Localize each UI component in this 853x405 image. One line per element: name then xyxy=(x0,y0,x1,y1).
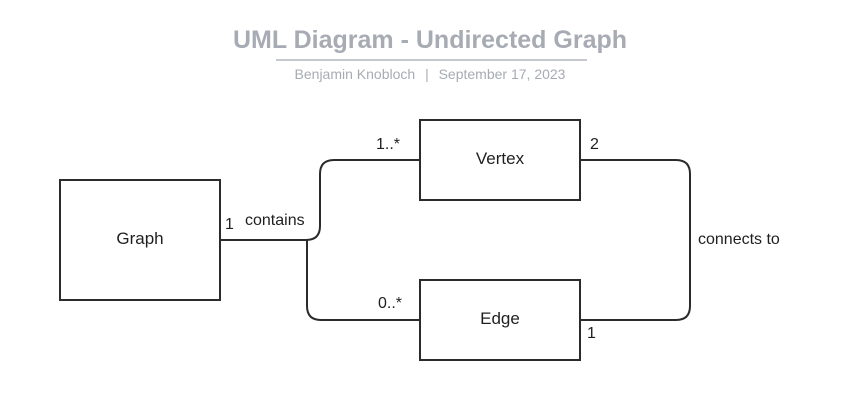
vertex-contains-multiplicity: 1..* xyxy=(376,136,401,153)
class-edge-label: Edge xyxy=(480,309,520,328)
subtitle-separator: | xyxy=(425,66,429,82)
edge-connects-multiplicity: 1 xyxy=(587,325,596,342)
class-graph[interactable] xyxy=(60,180,220,300)
diagram-title: UML Diagram - Undirected Graph xyxy=(232,26,628,54)
class-vertex-label: Vertex xyxy=(475,149,525,168)
class-vertex[interactable] xyxy=(420,120,580,200)
diagram-date: September 17, 2023 xyxy=(438,66,566,82)
edge-contains-multiplicity: 0..* xyxy=(378,295,403,312)
class-graph-label: Graph xyxy=(116,229,164,248)
diagram-subtitle xyxy=(295,66,566,82)
connects-to-connector xyxy=(580,160,690,320)
contains-connector-edge xyxy=(307,240,420,320)
graph-multiplicity: 1 xyxy=(225,216,234,233)
vertex-connects-multiplicity: 2 xyxy=(590,136,599,153)
author-name: Benjamin Knobloch xyxy=(294,66,416,82)
contains-label: contains xyxy=(245,212,305,229)
connects-to-label: connects to xyxy=(698,231,780,248)
class-edge[interactable] xyxy=(420,280,580,360)
